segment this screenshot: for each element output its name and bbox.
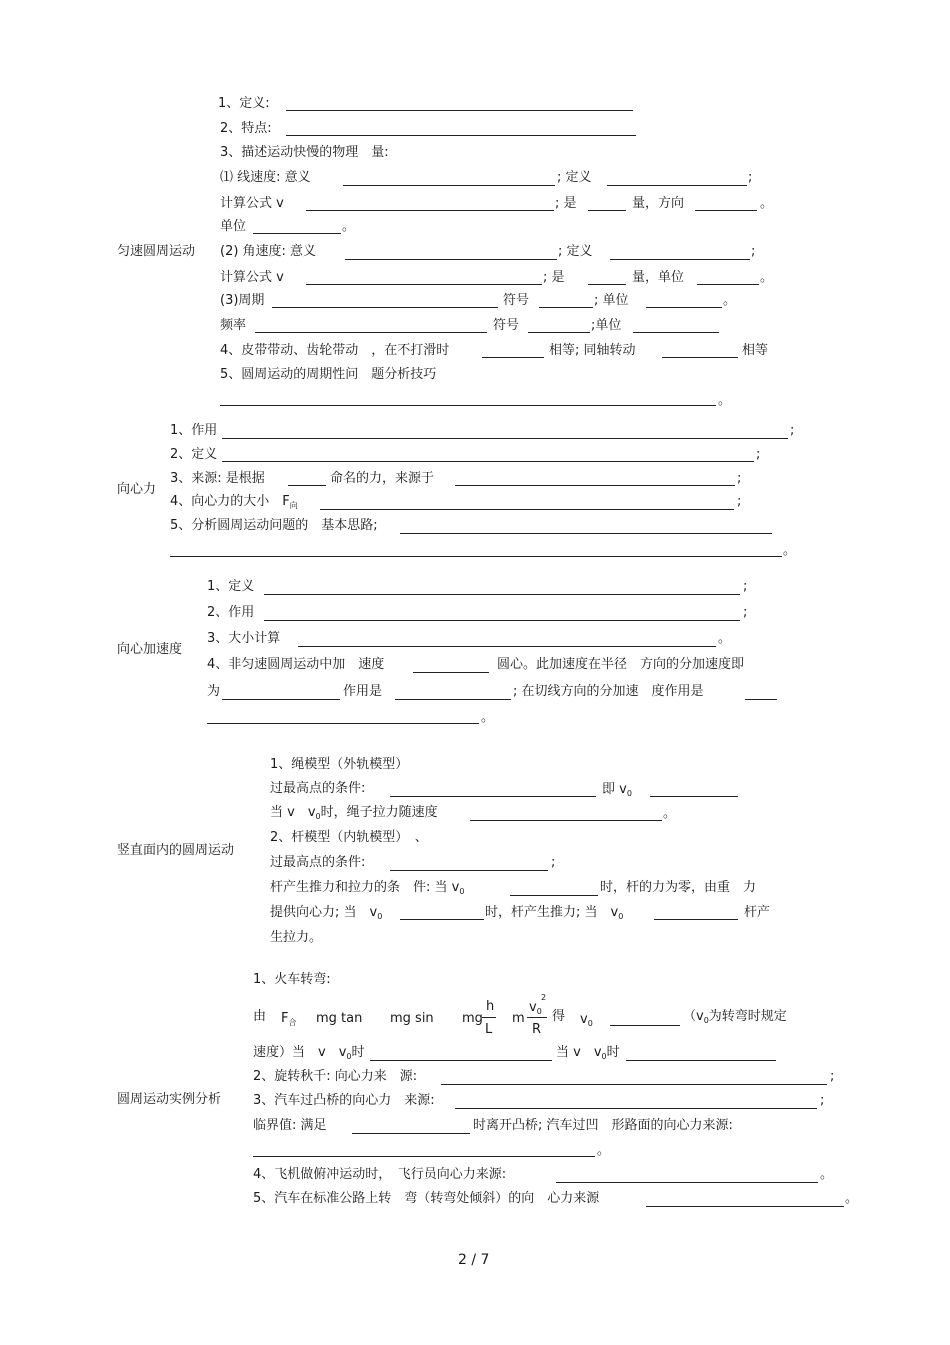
text: 。 (723, 293, 737, 308)
formula-you: 由 (253, 1009, 267, 1024)
s1-line-definition: 1、定义: (218, 96, 270, 111)
text: 时离开凸桥; 汽车过凹 形路面的向心力来源: (473, 1118, 733, 1133)
s1-frequency: 频率 (220, 318, 247, 333)
s1-linear-velocity: ⑴ 线速度: 意义 (220, 170, 311, 185)
blank[interactable] (633, 332, 719, 333)
formula-v0: $v_0$ (580, 1012, 593, 1028)
s5-train-turn: 1、火车转弯: (253, 972, 331, 987)
formula-square: 2 (541, 993, 547, 1002)
blank[interactable] (370, 1060, 552, 1061)
text: 杆产 (744, 905, 771, 920)
blank[interactable] (253, 233, 341, 234)
blank[interactable] (288, 485, 326, 486)
s2-role: 1、作用 (170, 423, 218, 438)
text: ; (751, 244, 756, 259)
frac-line-hL (482, 1017, 496, 1018)
formula-F: $F_合$ (281, 1011, 297, 1027)
section-title-uniform-circular: 匀速圆周运动 (117, 244, 196, 259)
blank[interactable] (482, 357, 544, 358)
text: 。 (663, 806, 677, 821)
blank[interactable] (255, 332, 487, 333)
frac-line-vR (527, 1017, 547, 1018)
text: ; 单位 (594, 293, 629, 308)
s5-swing: 2、旋转秋千: 向心力来 源: (253, 1069, 418, 1084)
blank[interactable] (745, 699, 777, 700)
s5-car-turn: 5、汽车在标准公路上转 弯（转弯处倾斜）的向 心力来源 (253, 1191, 600, 1206)
text: ;单位 (591, 318, 622, 333)
s3-radial-tangential: 为 (207, 684, 221, 699)
text: 圆心。此加速度在半径 方向的分加速度即 (497, 657, 745, 672)
text: ; (737, 494, 742, 509)
formula-tail: （$v_0$为转弯时规定 (683, 1009, 787, 1025)
s3-definition: 1、定义 (207, 579, 255, 594)
s3-magnitude: 3、大小计算 (207, 631, 281, 646)
blank[interactable] (345, 259, 557, 260)
text: 。 (718, 393, 732, 408)
text: ; 定义 (557, 170, 592, 185)
blank[interactable] (220, 405, 716, 406)
s2-magnitude: 4、向心力的大小 $F_向$ (170, 494, 298, 510)
blank[interactable] (306, 210, 554, 211)
text: ; (743, 605, 748, 620)
frac-L: L (485, 1022, 493, 1037)
text: 。 (820, 1167, 834, 1182)
s3-nonuniform: 4、非匀速圆周运动中加 速度 (207, 657, 385, 672)
text: ; 定义 (558, 244, 593, 259)
blank[interactable] (286, 135, 636, 136)
formula-de: 得 (552, 1009, 566, 1024)
text: 当 v $v_0$时 (556, 1045, 620, 1061)
s4-rod-push-pull: 杆产生推力和拉力的条 件: 当 $v_0$ (270, 880, 465, 896)
blank[interactable] (528, 332, 590, 333)
section-title-vertical-circle: 竖直面内的圆周运动 (117, 843, 235, 858)
blank[interactable] (646, 307, 722, 308)
blank[interactable] (320, 509, 734, 510)
blank[interactable] (650, 796, 738, 797)
text: 量，单位 (632, 270, 685, 285)
blank[interactable] (253, 1156, 595, 1157)
text: ; (830, 1069, 835, 1084)
blank[interactable] (272, 307, 498, 308)
s4-rope-condition: 过最高点的条件: (270, 781, 366, 796)
blank[interactable] (539, 307, 593, 308)
blank[interactable] (390, 796, 596, 797)
formula-m: m (512, 1011, 525, 1026)
page-number: 2 / 7 (458, 1252, 490, 1268)
s1-line-feature: 2、特点: (220, 121, 272, 136)
s4-rod-push: 提供向心力; 当 $v_0$ (270, 905, 383, 921)
text: 。 (597, 1143, 611, 1158)
blank[interactable] (646, 1206, 844, 1207)
s1-belt-gear: 4、皮带带动、齿轮带动 ，在不打滑时 (220, 343, 450, 358)
blank[interactable] (395, 699, 511, 700)
text: ; 在切线方向的分加速 度作用是 (513, 684, 704, 699)
text: 命名的力，来源于 (330, 471, 435, 486)
blank[interactable] (441, 1084, 827, 1085)
s1-period: (3)周期 (220, 293, 265, 308)
s4-rope-tension: 当 v $v_0$时，绳子拉力随速度 (270, 805, 438, 821)
s5-speed-when: 速度）当 v $v_0$时 (253, 1045, 365, 1061)
text: ; (743, 579, 748, 594)
blank[interactable] (607, 185, 747, 186)
text: ; (737, 471, 742, 486)
text: 。 (718, 631, 732, 646)
blank[interactable] (390, 870, 548, 871)
formula-mgsin: mg sin (390, 1011, 434, 1026)
s4-rod-pull: 生拉力。 (270, 930, 323, 945)
text: 时，杆产生推力; 当 $v_0$ (485, 905, 624, 921)
text: ; (756, 447, 761, 462)
blank[interactable] (264, 594, 740, 595)
text: 。 (481, 710, 495, 725)
blank[interactable] (695, 210, 757, 211)
blank[interactable] (352, 1133, 470, 1134)
blank[interactable] (610, 1025, 680, 1026)
blank[interactable] (455, 485, 735, 486)
section-title-examples: 圆周运动实例分析 (117, 1092, 222, 1107)
section-title-centripetal-acceleration: 向心加速度 (117, 642, 183, 657)
s2-basic-approach: 5、分析圆周运动问题的 基本思路; (170, 518, 378, 533)
text: ; 是 (543, 270, 565, 285)
text: 。 (783, 543, 797, 558)
s4-rod-model: 2、杆模型（内轨模型） 、 (270, 830, 428, 845)
s5-critical: 临界值: 满足 (253, 1118, 327, 1133)
section-title-centripetal-force: 向心力 (117, 482, 157, 497)
text: 量，方向 (632, 196, 685, 211)
blank[interactable] (610, 259, 750, 260)
text: 符号 (503, 293, 530, 308)
s4-rod-condition: 过最高点的条件: (270, 855, 366, 870)
blank[interactable] (654, 919, 738, 920)
text: 相等 (742, 343, 769, 358)
text: 。 (845, 1191, 859, 1206)
blank[interactable] (556, 1182, 818, 1183)
text: ; (790, 423, 795, 438)
frac-h: h (486, 999, 495, 1014)
formula-mg: mg (462, 1011, 483, 1026)
blank[interactable] (222, 699, 340, 700)
s1-periodicity: 5、圆周运动的周期性问 题分析技巧 (220, 367, 437, 382)
blank[interactable] (697, 284, 759, 285)
blank[interactable] (470, 820, 662, 821)
frac-R: R (532, 1022, 542, 1037)
text: 即 $v_0$ (602, 782, 632, 798)
s1-formula-w: 计算公式 v (220, 270, 284, 285)
formula-mgtan: mg tan (316, 1011, 363, 1026)
blank[interactable] (264, 620, 740, 621)
text: 。 (760, 196, 774, 211)
s2-definition: 2、定义 (170, 447, 218, 462)
blank[interactable] (413, 672, 489, 673)
blank[interactable] (626, 1060, 776, 1061)
text: 。 (760, 270, 774, 285)
blank[interactable] (222, 461, 754, 462)
text: 。 (342, 219, 356, 234)
s5-airplane: 4、飞机做俯冲运动时， 飞行员向心力来源: (253, 1167, 507, 1182)
s3-role: 2、作用 (207, 605, 255, 620)
blank[interactable] (286, 110, 633, 111)
text: ; (748, 170, 753, 185)
blank[interactable] (298, 646, 716, 647)
blank[interactable] (588, 210, 626, 211)
blank[interactable] (588, 284, 626, 285)
blank[interactable] (170, 556, 782, 557)
text: ; (820, 1093, 825, 1108)
s5-convex-bridge: 3、汽车过凸桥的向心力 来源: (253, 1093, 435, 1108)
blank[interactable] (455, 1108, 817, 1109)
text: ; 是 (555, 196, 577, 211)
s4-rope-model: 1、绳模型（外轨模型） (270, 757, 409, 772)
blank[interactable] (207, 723, 479, 724)
blank[interactable] (510, 895, 598, 896)
blank[interactable] (343, 185, 555, 186)
s1-formula-v: 计算公式 v (220, 196, 284, 211)
blank[interactable] (222, 438, 788, 439)
text: 时，杆的力为零，由重 力 (600, 880, 757, 895)
text: 符号 (493, 318, 520, 333)
text: ; (551, 855, 556, 870)
s1-unit: 单位 (220, 219, 247, 234)
text: 相等; 同轴转动 (549, 343, 636, 358)
s1-line-quantities: 3、描述运动快慢的物理 量: (220, 145, 389, 160)
blank[interactable] (662, 357, 738, 358)
blank[interactable] (306, 284, 542, 285)
text: 作用是 (343, 684, 383, 699)
blank[interactable] (400, 919, 484, 920)
blank[interactable] (400, 533, 772, 534)
frac-v0: $v_0$ (529, 1000, 542, 1016)
s1-angular-velocity: (2) 角速度: 意义 (220, 244, 317, 259)
s2-source: 3、来源: 是根据 (170, 471, 265, 486)
